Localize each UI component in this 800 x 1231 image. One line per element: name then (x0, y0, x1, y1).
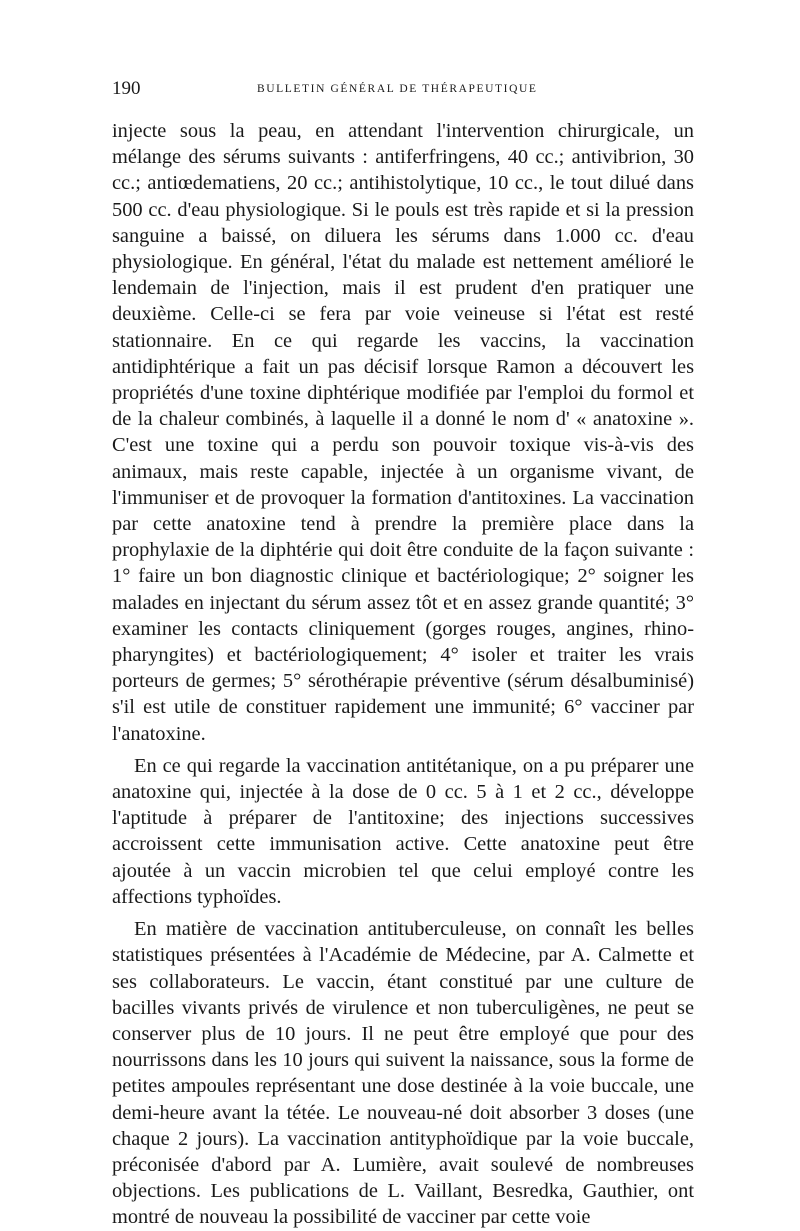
page-header (112, 78, 692, 100)
paragraph-3: En matière de vaccination antituberculeuse, on connaît les belles statistiques présentées à l'Académie de Médecine, par A. Calmette et ses collaborateurs. Le vaccin, étant constitué par une culture de bacilles vivants privés de virulence et non tuberculigènes, ne peut se conserver plus de 10 jours. Il ne peut être employé que pour des nourrissons dans les 10 jours qui suivent la naissance, sous la forme de petites ampoules représentant une dose destinée à la voie buccale, une demi-heure avant la tétée. Le nouveau-né doit absorber 3 doses (une chaque 2 jours). La vaccination antityphoïdique par la voie buccale, préconisée d'abord par A. Lumière, avait soulevé de nombreuses objections. Les publications de L. Vaillant, Besredka, Gauthier, ont montré de nouveau la possibilité de vacciner par cette voie (112, 918, 694, 1229)
paragraph-2: En ce qui regarde la vaccination antitétanique, on a pu préparer une anatoxine qui, injectée à la dose de 0 cc. 5 à 1 et 2 cc., développe l'aptitude à préparer de l'antitoxine; des injections successives accroissent cette immunisation active. Cette anatoxine peut être ajoutée à un vaccin microbien tel que celui employé contre les affections typhoïdes. (112, 754, 694, 908)
page-number: 190 (112, 78, 141, 99)
running-title: BULLETIN GÉNÉRAL DE THÉRAPEUTIQUE (257, 83, 538, 95)
body-text (112, 118, 694, 1231)
paragraph-1: injecte sous la peau, en attendant l'intervention chirurgicale, un mélange des sérums suivants : antiferfringens, 40 cc.; antivibrion, 30 cc.; antiœdematiens, 20 cc.; antihistolytique, 10 cc., le tout dilué dans 500 cc. d'eau physiologique. Si le pouls est très rapide et si la pression sanguine a baissé, on diluera les sérums dans 1.000 cc. d'eau physiologique. En général, l'état du malade est nettement amélioré le lendemain de l'injection, mais il est prudent d'en pratiquer une deuxième. Celle-ci se fera par voie veineuse si l'état est resté stationnaire. En ce qui regarde les vaccins, la vaccination antidiphtérique a fait un pas décisif lorsque Ramon a découvert les propriétés d'une toxine diphtérique modifiée par l'emploi du formol et de la chaleur combinés, à laquelle il a donné le nom d' « anatoxine ». C'est une toxine qui a perdu son pouvoir toxique vis-à-vis des animaux, mais reste capable, injectée à un organisme vivant, de l'immuniser et de provoquer la formation d'antitoxines. La vaccination par cette anatoxine tend à prendre la première place dans la prophylaxie de la diphtérie qui doit être conduite de la façon suivante : 1° faire un bon diagnostic clinique et bactériologique; 2° soigner les malades en injectant du sérum assez tôt et en assez grande quantité; 3° examiner les contacts cliniquement (gorges rouges, angines, rhino-pharyngites) et bactériologiquement; 4° isoler et traiter les vrais porteurs de germes; 5° sérothérapie préventive (sérum désalbuminisé) s'il est utile de constituer rapidement une immunité; 6° vacciner par l'anatoxine. (112, 120, 694, 745)
